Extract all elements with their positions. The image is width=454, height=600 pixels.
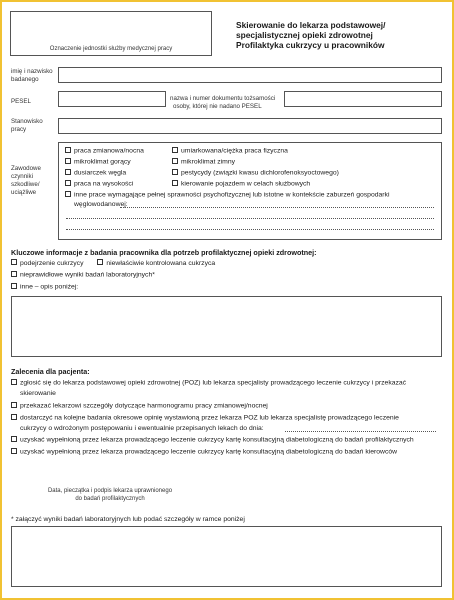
footnote: * załączyć wyniki badań laboratoryjnych lub podać szczegóły w ramce poniżej (11, 516, 245, 523)
checkbox[interactable] (172, 180, 178, 186)
checkbox[interactable] (11, 414, 17, 420)
checkbox[interactable] (172, 169, 178, 175)
medical-unit-caption: Oznaczenie jednostki służby medycznej pracy (49, 46, 173, 52)
recommendation-item[interactable]: przekazać lekarzowi szczegóły dotyczące harmonogramu pracy zmianowej/nocnej (11, 402, 447, 411)
hazard-item[interactable] (65, 169, 144, 178)
key-info-item[interactable]: podejrzenie cukrzycy (11, 260, 83, 267)
recommendation-item-continuation: skierowanie (20, 390, 56, 397)
checkbox[interactable] (11, 379, 17, 385)
checkbox[interactable] (11, 283, 17, 289)
checkbox[interactable] (65, 158, 71, 164)
hazard-label: praca na wysokości (74, 180, 134, 188)
hazards-right-column (172, 147, 339, 189)
pesel-field[interactable] (58, 91, 166, 107)
hazard-label: kierowanie pojazdem w celach służbowych (181, 180, 311, 188)
hazard-item[interactable] (172, 158, 339, 167)
hazards-label-line-1: Zawodowe (11, 165, 41, 172)
key-info-item[interactable]: inne – opis poniżej: (11, 283, 215, 292)
hazard-other-dotline-3[interactable] (66, 229, 434, 230)
id-document-label (170, 95, 278, 111)
hazard-other-dotline-2[interactable] (66, 218, 434, 219)
hazard-label: umiarkowana/ciężka praca fizyczna (181, 147, 288, 155)
form-title-line-2: specjalistycznej opieki zdrowotnej (236, 30, 373, 40)
key-info-row-1 (11, 259, 215, 268)
hazards-label-line-2: czynniki (11, 173, 34, 180)
lab-results-box[interactable] (11, 526, 442, 587)
recommendations-list (11, 379, 447, 457)
form-title-line-3: Profilaktyka cukrzycy u pracowników (236, 40, 385, 50)
checkbox[interactable] (65, 180, 71, 186)
signature-caption-line-2: do badań profilaktycznych (75, 496, 145, 502)
position-label (11, 118, 43, 134)
hazards-label-line-3: szkodliwe/ (11, 181, 40, 188)
hazard-item[interactable] (172, 147, 339, 156)
name-field[interactable] (58, 67, 442, 83)
checkbox[interactable] (65, 147, 71, 153)
hazard-item[interactable] (172, 180, 339, 189)
hazard-other-dotline-1[interactable] (120, 207, 434, 208)
checkbox[interactable] (11, 271, 17, 277)
checkbox[interactable] (11, 259, 17, 265)
hazard-label: pestycydy (związki kwasu dichlorofenoksyoctowego) (181, 169, 339, 177)
recommendation-item[interactable]: dostarczyć na kolejne badania okresowe opinię wystawioną przez lekarza POZ lub lekarza specjalistę prowadzącego leczenie (11, 414, 447, 423)
pesel-label: PESEL (11, 98, 31, 105)
hazard-item[interactable] (65, 180, 144, 189)
recommendation-item[interactable]: zgłosić się do lekarza podstawowej opieki zdrowotnej (POZ) lub lekarza specjalisty prowadzącego leczenie cukrzycy i przekazać (11, 379, 447, 388)
position-label-line-2: pracy (11, 126, 27, 133)
signature-caption-line-1: Data, pieczątka i podpis lekarza uprawnionego (47, 488, 173, 494)
name-label: imię i nazwisko badanego (11, 68, 53, 83)
hazard-label: dusiarczek węgla (74, 169, 127, 177)
checkbox[interactable] (65, 191, 71, 197)
checkbox[interactable] (97, 259, 103, 265)
hazard-item[interactable] (65, 158, 144, 167)
hazards-label (11, 165, 41, 197)
deadline-date-line[interactable] (285, 431, 436, 432)
key-info-description-box[interactable] (11, 296, 442, 357)
hazards-left-column (65, 147, 144, 189)
hazard-item[interactable] (172, 169, 339, 178)
checkbox[interactable] (11, 436, 17, 442)
key-info-options (11, 259, 215, 292)
key-info-item[interactable]: nieprawidłowe wyniki badań laboratoryjnych* (11, 271, 215, 280)
signature-caption (20, 487, 200, 503)
id-document-field[interactable] (284, 91, 442, 107)
checkbox[interactable] (65, 169, 71, 175)
checkbox[interactable] (11, 448, 17, 454)
hazard-other-line-2: węglowodanowej: (74, 201, 128, 208)
id-document-label-line-1: nazwa i numer dokumentu tożsamości (170, 95, 276, 102)
key-info-item[interactable]: niewłaściwie kontrolowana cukrzyca (97, 260, 215, 267)
checkbox[interactable] (172, 147, 178, 153)
form-title-line-1: Skierowanie do lekarza podstawowej/ (236, 20, 386, 30)
hazard-label: praca zmianowa/nocna (74, 147, 144, 155)
position-field[interactable] (58, 118, 442, 134)
checkbox[interactable] (172, 158, 178, 164)
hazard-other-line-1: inne prace wymagające pełnej sprawności psychofizycznej lub istotne w kontekście zaburzeń gospodarki (65, 191, 437, 200)
recommendation-item-continuation: cukrzycy o wdrożonym postępowaniu i ewentualnie przepisanych lekach do dnia: (20, 424, 264, 432)
recommendation-item[interactable]: uzyskać wypełnioną przez lekarza prowadzącego leczenie cukrzycy kartę konsultacyjną diabetologiczną do badań profilaktycznych (11, 436, 447, 445)
form-title (236, 20, 446, 50)
hazard-item[interactable] (65, 147, 144, 156)
hazard-label: mikroklimat zimny (181, 158, 236, 166)
recommendation-item[interactable]: uzyskać wypełnioną przez lekarza prowadzącego leczenie cukrzycy kartę konsultacyjną diabetologiczną do badań kierowców (11, 448, 447, 457)
key-info-heading: Kluczowe informacje z badania pracownika dla potrzeb profilaktycznej opieki zdrowotnej: (11, 248, 317, 257)
recommendations-heading: Zalecenia dla pacjenta: (11, 367, 90, 376)
checkbox[interactable] (11, 402, 17, 408)
hazards-label-line-4: uciążliwe (11, 189, 37, 196)
position-label-line-1: Stanowisko (11, 118, 43, 125)
id-document-label-line-2: osoby, której nie nadano PESEL (173, 103, 262, 110)
hazard-label: mikroklimat gorący (74, 158, 131, 166)
